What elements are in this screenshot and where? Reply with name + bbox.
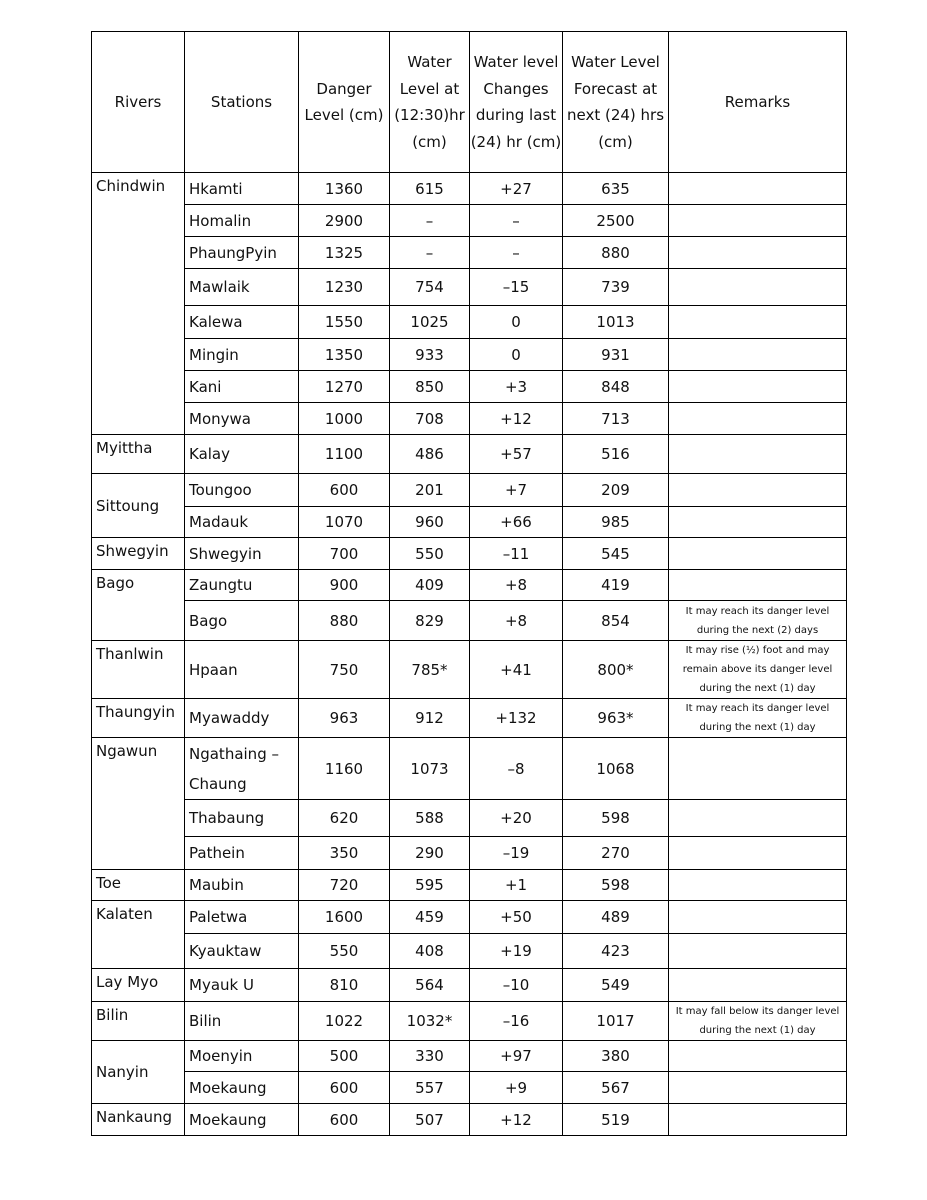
remarks-cell <box>669 507 847 538</box>
forecast-cell: 1068 <box>563 738 669 800</box>
remarks-cell <box>669 269 847 306</box>
station-cell: Myawaddy <box>185 699 299 738</box>
forecast-cell: 2500 <box>563 205 669 237</box>
header-danger-level: Danger Level (cm) <box>299 32 390 173</box>
forecast-cell: 598 <box>563 800 669 837</box>
danger-level-cell: 620 <box>299 800 390 837</box>
remarks-cell: It may reach its danger level during the next (2) days <box>669 601 847 641</box>
station-cell: Homalin <box>185 205 299 237</box>
water-level-cell: 708 <box>390 403 470 435</box>
forecast-cell: 854 <box>563 601 669 641</box>
danger-level-cell: 1360 <box>299 173 390 205</box>
danger-level-cell: 900 <box>299 570 390 601</box>
table-row <box>92 800 847 837</box>
danger-level-cell: 880 <box>299 601 390 641</box>
water-level-cell: – <box>390 205 470 237</box>
forecast-cell: 209 <box>563 474 669 507</box>
river-cell: Sittoung <box>92 474 185 538</box>
forecast-cell: 635 <box>563 173 669 205</box>
forecast-cell: 567 <box>563 1072 669 1104</box>
level-change-cell: +132 <box>470 699 563 738</box>
level-change-cell: –11 <box>470 538 563 570</box>
river-cell: Kalaten <box>92 901 185 969</box>
table-row <box>92 538 847 570</box>
water-level-cell: 557 <box>390 1072 470 1104</box>
river-cell: Thanlwin <box>92 641 185 699</box>
station-cell: Kani <box>185 371 299 403</box>
remarks-cell <box>669 237 847 269</box>
river-cell: Lay Myo <box>92 969 185 1002</box>
river-cell: Nanyin <box>92 1041 185 1104</box>
station-cell: Monywa <box>185 403 299 435</box>
forecast-cell: 713 <box>563 403 669 435</box>
danger-level-cell: 720 <box>299 870 390 901</box>
table-row <box>92 934 847 969</box>
level-change-cell: +8 <box>470 570 563 601</box>
header-level-change: Water level Changes during last (24) hr (cm) <box>470 32 563 173</box>
water-level-cell: 564 <box>390 969 470 1002</box>
level-change-cell: – <box>470 205 563 237</box>
header-stations: Stations <box>185 32 299 173</box>
station-cell: Paletwa <box>185 901 299 934</box>
station-cell: Myauk U <box>185 969 299 1002</box>
table-row <box>92 237 847 269</box>
table-row <box>92 870 847 901</box>
remarks-cell <box>669 837 847 870</box>
header-water-level: Water Level at (12:30)hr (cm) <box>390 32 470 173</box>
level-change-cell: +7 <box>470 474 563 507</box>
table-row <box>92 699 847 738</box>
remarks-cell: It may reach its danger level during the next (1) day <box>669 699 847 738</box>
station-cell: Kalewa <box>185 306 299 339</box>
river-cell: Shwegyin <box>92 538 185 570</box>
danger-level-cell: 1550 <box>299 306 390 339</box>
water-level-cell: 459 <box>390 901 470 934</box>
water-level-cell: 507 <box>390 1104 470 1136</box>
station-cell: Toungoo <box>185 474 299 507</box>
danger-level-cell: 600 <box>299 1072 390 1104</box>
water-level-cell: 933 <box>390 339 470 371</box>
water-level-cell: 850 <box>390 371 470 403</box>
table-row <box>92 371 847 403</box>
forecast-cell: 598 <box>563 870 669 901</box>
station-cell: Mingin <box>185 339 299 371</box>
water-level-cell: 1032* <box>390 1002 470 1041</box>
table-row <box>92 435 847 474</box>
station-cell: Hkamti <box>185 173 299 205</box>
forecast-cell: 516 <box>563 435 669 474</box>
level-change-cell: +50 <box>470 901 563 934</box>
water-level-cell: – <box>390 237 470 269</box>
water-level-cell: 615 <box>390 173 470 205</box>
station-cell: Bago <box>185 601 299 641</box>
table-row <box>92 601 847 641</box>
station-cell: Kalay <box>185 435 299 474</box>
remarks-cell <box>669 339 847 371</box>
danger-level-cell: 1100 <box>299 435 390 474</box>
header-rivers: Rivers <box>92 32 185 173</box>
station-cell: Mawlaik <box>185 269 299 306</box>
river-cell: Bilin <box>92 1002 185 1041</box>
level-change-cell: +19 <box>470 934 563 969</box>
level-change-cell: +8 <box>470 601 563 641</box>
danger-level-cell: 1160 <box>299 738 390 800</box>
table-row <box>92 507 847 538</box>
water-level-cell: 290 <box>390 837 470 870</box>
table-row <box>92 641 847 699</box>
level-change-cell: –15 <box>470 269 563 306</box>
header-forecast: Water Level Forecast at next (24) hrs (cm) <box>563 32 669 173</box>
station-cell: Maubin <box>185 870 299 901</box>
level-change-cell: 0 <box>470 306 563 339</box>
water-level-cell: 201 <box>390 474 470 507</box>
danger-level-cell: 500 <box>299 1041 390 1072</box>
table-row <box>92 1072 847 1104</box>
danger-level-cell: 600 <box>299 1104 390 1136</box>
remarks-cell <box>669 173 847 205</box>
table-row <box>92 901 847 934</box>
station-cell: Madauk <box>185 507 299 538</box>
remarks-cell <box>669 403 847 435</box>
water-level-cell: 486 <box>390 435 470 474</box>
table-row <box>92 738 847 800</box>
danger-level-cell: 1350 <box>299 339 390 371</box>
station-cell: Thabaung <box>185 800 299 837</box>
station-cell: Moekaung <box>185 1104 299 1136</box>
forecast-cell: 545 <box>563 538 669 570</box>
forecast-cell: 489 <box>563 901 669 934</box>
river-cell: Nankaung <box>92 1104 185 1136</box>
water-level-cell: 408 <box>390 934 470 969</box>
water-level-cell: 1073 <box>390 738 470 800</box>
level-change-cell: –16 <box>470 1002 563 1041</box>
header-remarks: Remarks <box>669 32 847 173</box>
level-change-cell: +41 <box>470 641 563 699</box>
danger-level-cell: 1022 <box>299 1002 390 1041</box>
remarks-cell <box>669 538 847 570</box>
water-level-cell: 1025 <box>390 306 470 339</box>
forecast-cell: 800* <box>563 641 669 699</box>
water-level-cell: 912 <box>390 699 470 738</box>
danger-level-cell: 1070 <box>299 507 390 538</box>
forecast-cell: 519 <box>563 1104 669 1136</box>
table-row <box>92 173 847 205</box>
river-cell: Toe <box>92 870 185 901</box>
forecast-cell: 963* <box>563 699 669 738</box>
forecast-cell: 419 <box>563 570 669 601</box>
forecast-cell: 380 <box>563 1041 669 1072</box>
remarks-cell <box>669 800 847 837</box>
remarks-cell <box>669 1072 847 1104</box>
water-level-cell: 960 <box>390 507 470 538</box>
remarks-cell <box>669 205 847 237</box>
water-level-cell: 330 <box>390 1041 470 1072</box>
level-change-cell: +97 <box>470 1041 563 1072</box>
level-change-cell: 0 <box>470 339 563 371</box>
remarks-cell <box>669 435 847 474</box>
danger-level-cell: 550 <box>299 934 390 969</box>
danger-level-cell: 600 <box>299 474 390 507</box>
remarks-cell <box>669 934 847 969</box>
river-cell: Chindwin <box>92 173 185 435</box>
river-cell: Ngawun <box>92 738 185 870</box>
remarks-cell <box>669 306 847 339</box>
forecast-cell: 880 <box>563 237 669 269</box>
table-body <box>92 173 847 1136</box>
level-change-cell: –10 <box>470 969 563 1002</box>
danger-level-cell: 1600 <box>299 901 390 934</box>
water-level-cell: 754 <box>390 269 470 306</box>
remarks-cell <box>669 570 847 601</box>
river-cell: Bago <box>92 570 185 641</box>
level-change-cell: +12 <box>470 1104 563 1136</box>
danger-level-cell: 2900 <box>299 205 390 237</box>
level-change-cell: +20 <box>470 800 563 837</box>
forecast-cell: 270 <box>563 837 669 870</box>
remarks-cell <box>669 738 847 800</box>
table-row <box>92 1041 847 1072</box>
station-cell: Zaungtu <box>185 570 299 601</box>
remarks-cell: It may rise (½) foot and may remain above its danger level during the next (1) day <box>669 641 847 699</box>
table-row <box>92 339 847 371</box>
water-level-cell: 785* <box>390 641 470 699</box>
station-cell: Bilin <box>185 1002 299 1041</box>
remarks-cell <box>669 474 847 507</box>
forecast-cell: 1013 <box>563 306 669 339</box>
table-row <box>92 269 847 306</box>
forecast-cell: 931 <box>563 339 669 371</box>
water-level-cell: 595 <box>390 870 470 901</box>
table-row <box>92 1002 847 1041</box>
forecast-cell: 848 <box>563 371 669 403</box>
table-row <box>92 570 847 601</box>
danger-level-cell: 963 <box>299 699 390 738</box>
station-cell: Moekaung <box>185 1072 299 1104</box>
station-cell: PhaungPyin <box>185 237 299 269</box>
danger-level-cell: 750 <box>299 641 390 699</box>
danger-level-cell: 700 <box>299 538 390 570</box>
remarks-cell <box>669 969 847 1002</box>
forecast-cell: 549 <box>563 969 669 1002</box>
remarks-cell <box>669 901 847 934</box>
forecast-cell: 739 <box>563 269 669 306</box>
danger-level-cell: 1325 <box>299 237 390 269</box>
forecast-cell: 985 <box>563 507 669 538</box>
table-row <box>92 474 847 507</box>
level-change-cell: – <box>470 237 563 269</box>
danger-level-cell: 1000 <box>299 403 390 435</box>
level-change-cell: +27 <box>470 173 563 205</box>
table-row <box>92 969 847 1002</box>
water-level-cell: 550 <box>390 538 470 570</box>
station-cell: Shwegyin <box>185 538 299 570</box>
level-change-cell: +66 <box>470 507 563 538</box>
table-header <box>92 32 847 173</box>
table-row <box>92 306 847 339</box>
remarks-cell: It may fall below its danger level during the next (1) day <box>669 1002 847 1041</box>
level-change-cell: +3 <box>470 371 563 403</box>
danger-level-cell: 1270 <box>299 371 390 403</box>
water-level-cell: 829 <box>390 601 470 641</box>
level-change-cell: +1 <box>470 870 563 901</box>
forecast-cell: 423 <box>563 934 669 969</box>
station-cell: Hpaan <box>185 641 299 699</box>
remarks-cell <box>669 371 847 403</box>
table-row <box>92 1104 847 1136</box>
remarks-cell <box>669 1041 847 1072</box>
river-cell: Thaungyin <box>92 699 185 738</box>
water-level-cell: 588 <box>390 800 470 837</box>
station-cell: Kyauktaw <box>185 934 299 969</box>
station-cell: Moenyin <box>185 1041 299 1072</box>
level-change-cell: +57 <box>470 435 563 474</box>
water-level-cell: 409 <box>390 570 470 601</box>
table-row <box>92 205 847 237</box>
table-row <box>92 403 847 435</box>
forecast-cell: 1017 <box>563 1002 669 1041</box>
remarks-cell <box>669 1104 847 1136</box>
remarks-cell <box>669 870 847 901</box>
level-change-cell: +12 <box>470 403 563 435</box>
river-cell: Myittha <box>92 435 185 474</box>
station-cell: Ngathaing – Chaung <box>185 738 299 800</box>
table-row <box>92 837 847 870</box>
level-change-cell: –8 <box>470 738 563 800</box>
danger-level-cell: 810 <box>299 969 390 1002</box>
level-change-cell: +9 <box>470 1072 563 1104</box>
station-cell: Pathein <box>185 837 299 870</box>
danger-level-cell: 1230 <box>299 269 390 306</box>
danger-level-cell: 350 <box>299 837 390 870</box>
water-level-table <box>91 31 847 1136</box>
level-change-cell: –19 <box>470 837 563 870</box>
